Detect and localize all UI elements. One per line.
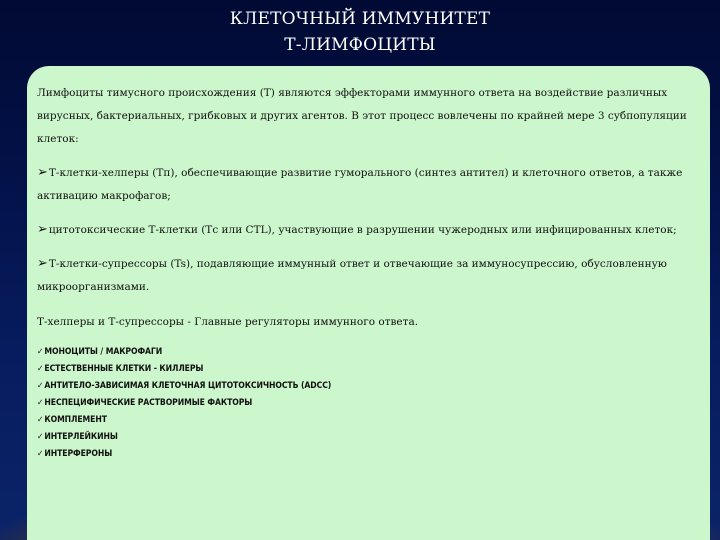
checklist-item: ✓ИНТЕРЛЕЙКИНЫ xyxy=(37,432,118,442)
checklist-item: ✓АНТИТЕЛО-ЗАВИСИМАЯ КЛЕТОЧНАЯ ЦИТОТОКСИЧНОСТЬ (ADCC) xyxy=(37,381,332,391)
arrow-right-icon: ➢ xyxy=(37,222,48,237)
intro-paragraph: Лимфоциты тимусного происхождения (Т) являются эффекторами иммунного ответа на воздействие различных вирусных, бактериальных, грибковых и других агентов. В этот процесс вовлечены по крайней мере 3 субпопуляции клеток: xyxy=(37,87,687,145)
summary-text: Т-хелперы и Т-супрессоры - Главные регуляторы иммунного ответа. xyxy=(37,316,419,328)
checklist xyxy=(37,344,694,463)
checklist-item: ✓ЕСТЕСТВЕННЫЕ КЛЕТКИ - КИЛЛЕРЫ xyxy=(37,364,204,374)
checkmark-icon: ✓ xyxy=(37,398,44,408)
arrow-right-icon: ➢ xyxy=(37,256,48,271)
checklist-item: ✓ИНТЕРФЕРОНЫ xyxy=(37,449,113,459)
bullet-item-cytotoxic xyxy=(37,218,694,242)
checkmark-icon: ✓ xyxy=(37,449,44,459)
bullet-text: Т-клетки-супрессоры (Ts), подавляющие иммунный ответ и отвечающие за иммуносупрессию, обусловленную микроорганизмами. xyxy=(37,258,667,293)
slide-title xyxy=(0,6,720,58)
content-panel xyxy=(27,66,710,540)
slide-title-line1: КЛЕТОЧНЫЙ ИММУНИТЕТ xyxy=(229,9,491,29)
arrow-right-icon: ➢ xyxy=(37,165,48,180)
checkmark-icon: ✓ xyxy=(37,364,44,374)
slide-title-line2: Т-ЛИМФОЦИТЫ xyxy=(284,35,436,55)
bullet-text: цитотоксические Т-клетки (Тс или CTL), участвующие в разрушении чужеродных или инфицированных клеток; xyxy=(48,224,677,236)
checkmark-icon: ✓ xyxy=(37,432,44,442)
bullet-item-helpers xyxy=(37,161,694,208)
checklist-item: ✓МОНОЦИТЫ / МАКРОФАГИ xyxy=(37,347,163,357)
checklist-item: ✓НЕСПЕЦИФИЧЕСКИЕ РАСТВОРИМЫЕ ФАКТОРЫ xyxy=(37,398,253,408)
bullet-item-suppressors xyxy=(37,252,694,299)
checkmark-icon: ✓ xyxy=(37,415,44,425)
bullet-text: Т-клетки-хелперы (Тп), обеспечивающие развитие гуморального (синтез антител) и клеточного ответов, а также активацию макрофагов; xyxy=(37,167,683,202)
checklist-item: ✓КОМПЛЕМЕНТ xyxy=(37,415,107,425)
checkmark-icon: ✓ xyxy=(37,347,44,357)
checkmark-icon: ✓ xyxy=(37,381,44,391)
